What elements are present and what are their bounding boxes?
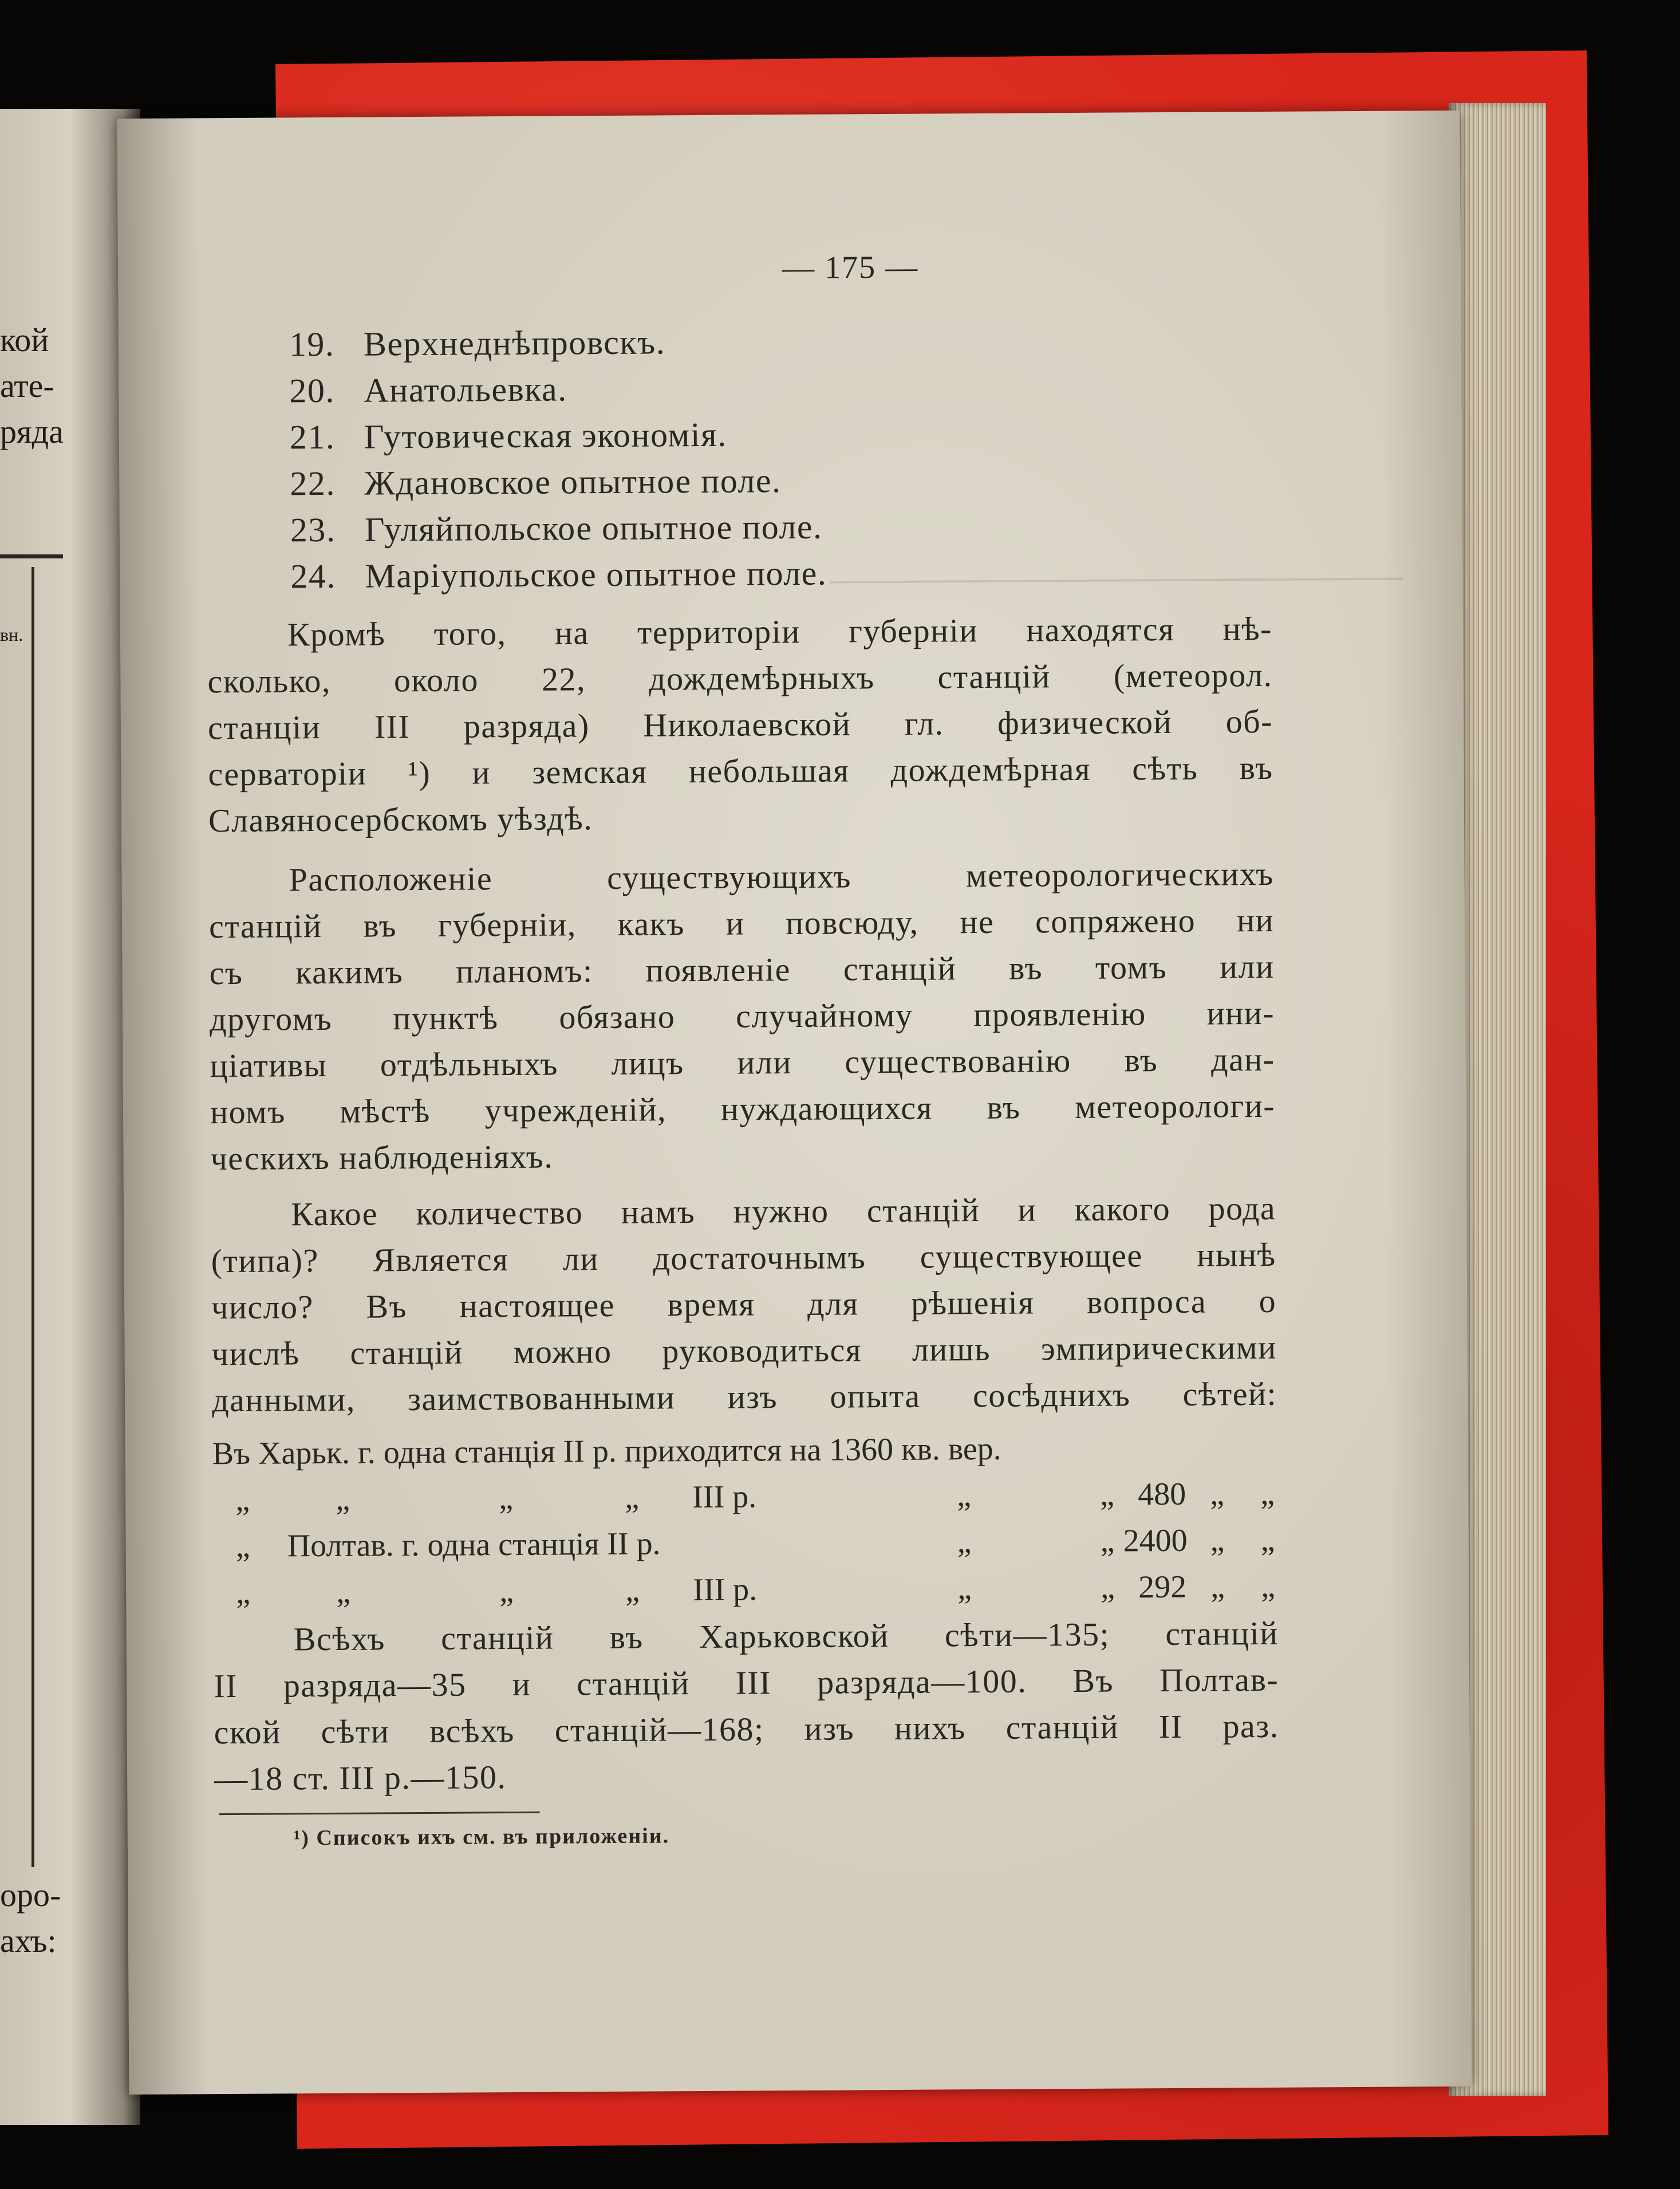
text-line: —18 ст. III р.—150. xyxy=(214,1758,507,1798)
station-class: III р. xyxy=(692,1479,757,1515)
table-row xyxy=(212,1517,1277,1569)
ditto-mark: „ xyxy=(499,1573,514,1609)
ditto-mark: „ xyxy=(1260,1475,1275,1512)
ditto-mark: „ xyxy=(336,1574,351,1610)
list-item xyxy=(290,458,826,507)
ditto-mark: „ xyxy=(1100,1569,1115,1605)
left-fragment: ате- xyxy=(0,367,54,404)
ditto-mark: „ xyxy=(625,1479,640,1515)
list-number: 21. xyxy=(289,418,336,456)
ditto-mark: „ xyxy=(235,1482,250,1518)
left-vertical-rule xyxy=(31,567,34,1867)
left-fragment: вн. xyxy=(0,624,23,645)
book-page xyxy=(117,111,1472,2094)
ditto-mark: „ xyxy=(1210,1569,1225,1605)
ditto-mark: „ xyxy=(1210,1522,1225,1558)
text-line: (типа)? Является ли достаточнымъ существующее нынѣ xyxy=(211,1235,1276,1280)
text-line: II разряда—35 и станцій III разряда—100. Въ Полтав- xyxy=(214,1660,1279,1705)
ditto-mark: „ xyxy=(1260,1568,1276,1605)
area-value: 292 xyxy=(1138,1569,1187,1605)
left-fragment: оро- xyxy=(0,1876,61,1914)
ditto-mark: „ xyxy=(1100,1523,1115,1559)
text-line: сколько, около 22, дождемѣрныхъ станцій (метеорол. xyxy=(207,656,1273,700)
list-item xyxy=(290,550,827,600)
ditto-mark: „ xyxy=(235,1528,250,1564)
text-line: число? Въ настоящее время для рѣшенія вопроса о xyxy=(211,1282,1277,1326)
text-line: ческихъ наблюденіяхъ. xyxy=(210,1137,554,1178)
text-line: станціи III разряда) Николаевской гл. физической об- xyxy=(207,702,1273,747)
footnote-rule xyxy=(219,1812,540,1815)
text-line: номъ мѣстѣ учрежденій, нуждающихся въ метеорологи- xyxy=(210,1086,1276,1131)
ditto-mark: „ xyxy=(957,1478,972,1514)
left-rule xyxy=(0,554,63,558)
text-line: Расположеніе существующихъ метеорологическихъ xyxy=(289,855,1274,899)
left-fragment: ахъ: xyxy=(0,1922,57,1959)
ditto-mark: „ xyxy=(499,1481,514,1517)
list-text: Маріупольское опытное поле. xyxy=(365,554,827,595)
list-number: 23. xyxy=(290,510,336,549)
text-line: ской сѣти всѣхъ станцій—168; изъ нихъ станцій II раз. xyxy=(214,1707,1279,1751)
list-number: 20. xyxy=(289,371,336,410)
list-text: Верхнеднѣпровскъ. xyxy=(363,323,666,363)
paragraph-1 xyxy=(207,605,1273,844)
left-fragment: кой xyxy=(0,321,49,359)
list-text: Анатольевка. xyxy=(364,370,567,410)
list-number: 22. xyxy=(290,464,336,503)
text-line: серваторіи ¹) и земская небольшая дождемѣрная сѣть въ xyxy=(208,749,1273,793)
list-number: 19. xyxy=(289,325,335,364)
ditto-mark: „ xyxy=(625,1572,640,1608)
text-line: Славяносербскомъ уѣздѣ. xyxy=(208,800,593,840)
list-item xyxy=(289,365,826,415)
station-class: III р. xyxy=(693,1572,758,1608)
list-text: Гуляйпольское опытное поле. xyxy=(364,507,823,549)
paragraph-3 xyxy=(211,1185,1277,1423)
text-line: числѣ станцій можно руководиться лишь эмпирическими xyxy=(211,1328,1277,1373)
list-item xyxy=(289,318,826,368)
list-text: Ждановское опытное поле. xyxy=(364,462,782,502)
area-value: 480 xyxy=(1138,1476,1186,1513)
paragraph-2 xyxy=(208,851,1275,1182)
list-text: Гутовическая экономія. xyxy=(364,415,727,456)
ditto-mark: „ xyxy=(1260,1522,1275,1558)
ditto-mark: „ xyxy=(1100,1477,1115,1513)
table-row xyxy=(212,1471,1277,1523)
paragraph-4 xyxy=(213,1610,1279,1802)
text-line: другомъ пунктѣ обязано случайному проявленію ини- xyxy=(209,994,1275,1038)
text-line: съ какимъ планомъ: появленіе станцій въ томъ или xyxy=(209,947,1275,992)
text-line: ціативы отдѣльныхъ лицъ или существованію въ дан- xyxy=(210,1040,1275,1085)
list-item xyxy=(290,504,827,554)
text-line: данными, заимствованными изъ опыта сосѣднихъ сѣтей: xyxy=(211,1375,1277,1419)
left-fragment: ряда xyxy=(0,413,64,450)
bleed-through-rule xyxy=(830,577,1402,583)
ditto-mark: „ xyxy=(957,1524,972,1560)
table-row xyxy=(213,1564,1278,1616)
station-list xyxy=(289,318,827,600)
footnote: ¹) Списокъ ихъ см. въ приложеніи. xyxy=(293,1824,670,1851)
ditto-mark: „ xyxy=(957,1570,972,1607)
table-lead: Въ Харьк. г. одна станція II р. приходится на 1360 кв. вер. xyxy=(212,1431,1001,1472)
table-lead: Полтав. г. одна станція II р. xyxy=(287,1526,661,1564)
area-value: 2400 xyxy=(1123,1522,1188,1559)
page-number: — 175 — xyxy=(782,249,919,286)
ditto-mark: „ xyxy=(336,1481,350,1517)
ditto-mark: „ xyxy=(236,1574,251,1611)
text-line: станцій въ губерніи, какъ и повсюду, не сопряжено ни xyxy=(208,901,1275,946)
text-line: Всѣхъ станцій въ Харьковской сѣти—135; станцій xyxy=(293,1614,1279,1658)
table-row xyxy=(212,1424,1277,1477)
text-line: Какое количество намъ нужно станцій и какого рода xyxy=(290,1189,1276,1233)
list-item xyxy=(290,411,826,461)
list-number: 24. xyxy=(290,557,337,596)
ditto-mark: „ xyxy=(1210,1476,1225,1512)
text-line: Кромѣ того, на территоріи губерніи находятся нѣ- xyxy=(287,609,1273,653)
